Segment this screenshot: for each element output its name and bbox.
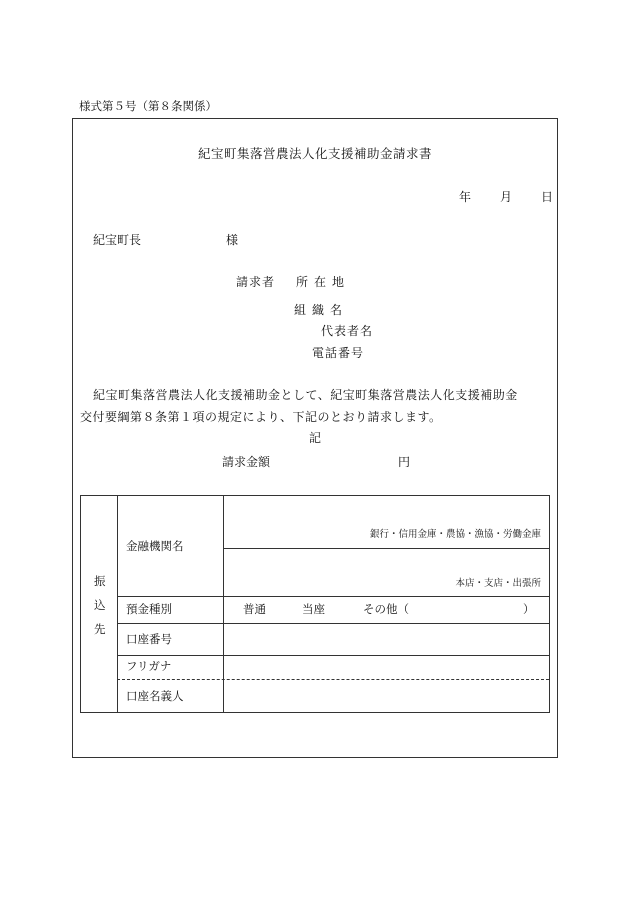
addressee-name: 紀宝町長	[93, 233, 142, 247]
transfer-header-char-3: 先	[94, 622, 106, 636]
claimant-label: 請求者	[236, 275, 276, 289]
body-text-line-2: 交付要綱第８条第１項の規定により、下記のとおり請求します。	[80, 410, 442, 424]
claimant-phone-field[interactable]: 電話番号	[312, 346, 365, 360]
account-number-input[interactable]	[224, 624, 549, 655]
furigana-label: フリガナ	[126, 659, 172, 673]
addressee-honorific: 様	[226, 233, 239, 247]
claimant-representative-field[interactable]: 代表者名	[321, 324, 374, 338]
deposit-option-other[interactable]: その他（	[363, 602, 409, 616]
claimant-address-field[interactable]: 所在地	[296, 275, 351, 289]
date-year-field[interactable]: 年	[459, 190, 472, 204]
date-month-field[interactable]: 月	[500, 190, 513, 204]
claimant-organization-field[interactable]: 組織名	[294, 303, 349, 317]
bank-types-text: 銀行・信用金庫・農協・漁協・労働金庫	[369, 529, 541, 540]
account-holder-label: 口座名義人	[126, 689, 184, 703]
transfer-destination-table	[80, 495, 550, 713]
bank-row-divider	[117, 596, 549, 597]
deposit-type-label: 預金種別	[126, 602, 172, 616]
transfer-header-char-1: 振	[94, 574, 106, 588]
document-title: 紀宝町集落営農法人化支援補助金請求書	[197, 146, 432, 161]
request-amount-unit: 円	[398, 455, 411, 469]
bank-name-input[interactable]: 本店・支店・出張所	[455, 578, 541, 589]
account-holder-input[interactable]	[224, 680, 549, 712]
furigana-input[interactable]	[224, 656, 549, 679]
date-day-field[interactable]: 日	[541, 190, 554, 204]
request-amount-label: 請求金額	[222, 455, 271, 469]
deposit-option-current[interactable]: 当座	[302, 602, 325, 616]
ki-heading: 記	[309, 431, 322, 445]
transfer-header-char-2: 込	[94, 598, 106, 612]
deposit-option-other-close: ）	[523, 602, 535, 616]
body-text-line-1: 紀宝町集落営農法人化支援補助金として、紀宝町集落営農法人化支援補助金	[93, 388, 518, 402]
bank-row-inner-divider	[223, 548, 549, 549]
bank-name-label: 金融機関名	[126, 539, 184, 553]
form-number-label: 様式第５号（第８条関係）	[79, 99, 217, 113]
account-number-label: 口座番号	[126, 632, 172, 646]
deposit-option-ordinary[interactable]: 普通	[243, 602, 266, 616]
